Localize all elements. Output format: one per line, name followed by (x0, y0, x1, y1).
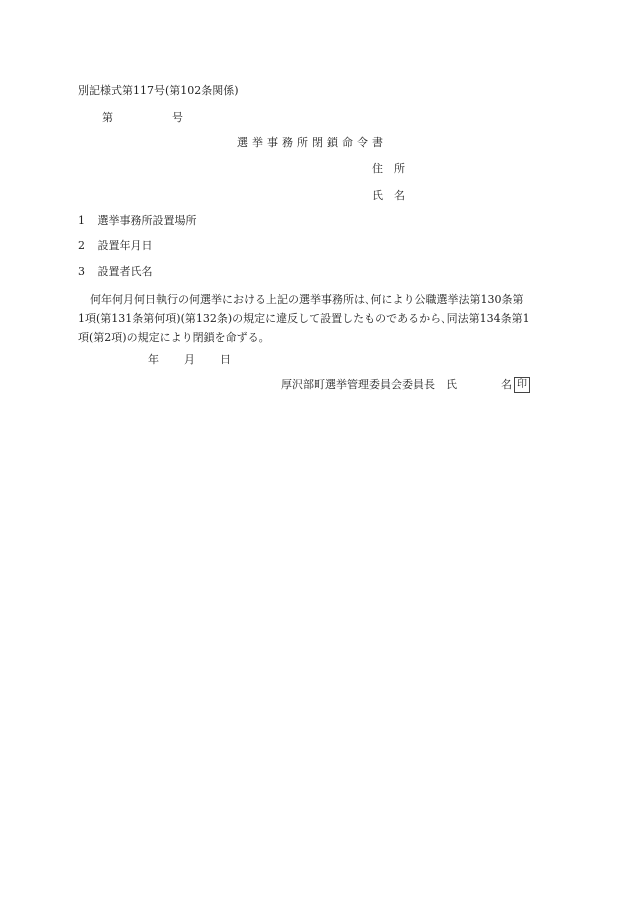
name-label: 氏 名 (372, 189, 405, 202)
date-month: 月 (184, 353, 195, 366)
body-line-1: 何年何月何日執行の何選挙における上記の選挙事務所は､何により公職選挙法第130条第 (90, 293, 524, 306)
body-paragraph (78, 290, 558, 347)
signer-title: 厚沢部町選挙管理委員会委員長 氏 (281, 378, 457, 391)
item-number: 3 (78, 265, 85, 278)
item-label: 設置者氏名 (97, 265, 153, 278)
number-prefix: 第 (102, 111, 113, 124)
item-number: 1 (78, 214, 85, 227)
body-line-3: 項(第2項)の規定により閉鎖を命ずる。 (78, 331, 270, 344)
list-item (78, 215, 197, 226)
number-suffix: 号 (172, 111, 183, 124)
date-year: 年 (148, 353, 159, 366)
document-number-row (102, 111, 183, 124)
seal-stamp: 印 (514, 377, 530, 393)
item-label: 設置年月日 (97, 239, 153, 252)
signature-row (281, 378, 527, 391)
signer-name-label: 名 (501, 378, 512, 391)
list-item (78, 266, 153, 277)
form-reference: 別記様式第117号(第102条関係) (78, 84, 239, 97)
body-line-2: 1項(第131条第何項)(第132条)の規定に違反して設置したものであるから､同法第134条第1 (78, 312, 530, 325)
list-item (78, 240, 153, 251)
item-label: 選挙事務所設置場所 (97, 214, 197, 227)
address-label: 住 所 (372, 162, 405, 175)
document-title: 選挙事務所閉鎖命令書 (237, 136, 387, 149)
item-number: 2 (78, 239, 85, 252)
date-day: 日 (220, 353, 231, 366)
